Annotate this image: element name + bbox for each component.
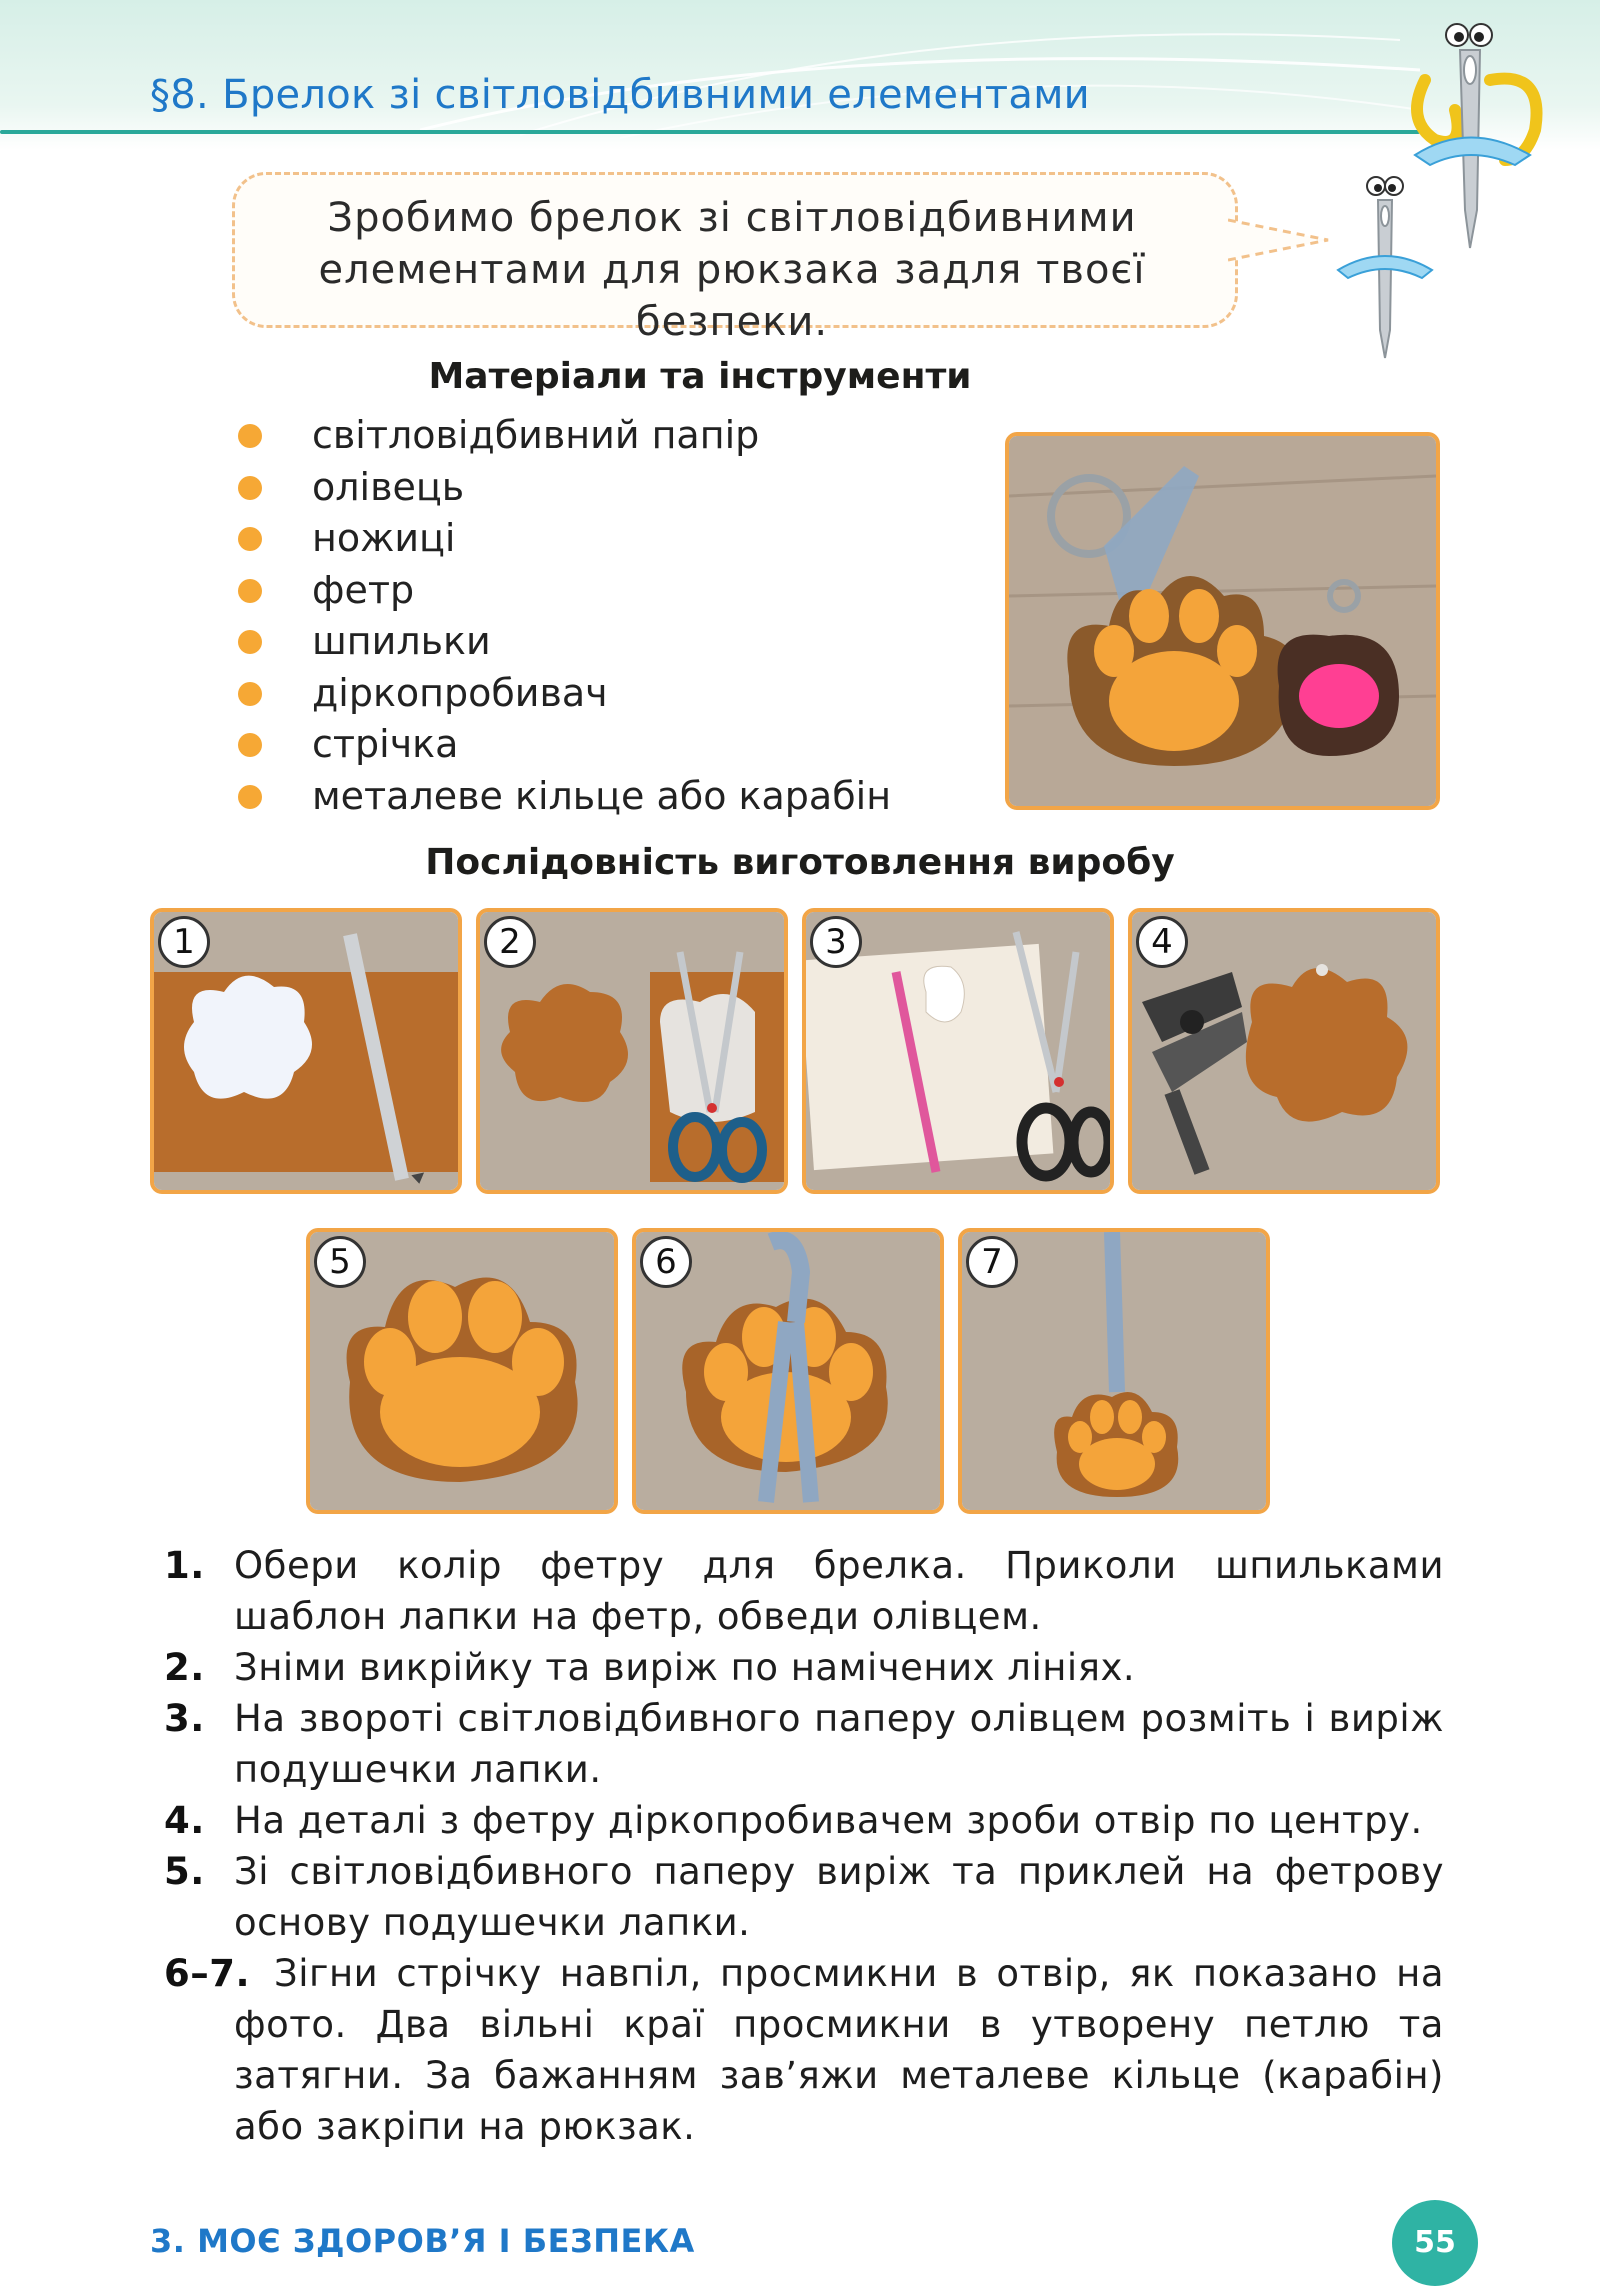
header-rule — [0, 130, 1420, 134]
list-item: світловідбивний папір — [238, 410, 891, 462]
step-badge: 5 — [314, 1236, 366, 1288]
step-badge: 6 — [640, 1236, 692, 1288]
list-item — [164, 1693, 1444, 1795]
step-photo-5 — [306, 1228, 618, 1514]
step-number: 3. — [164, 1697, 205, 1740]
step-badge: 7 — [966, 1236, 1018, 1288]
footer-chapter: 3. МОЄ ЗДОРОВ’Я І БЕЗПЕКА — [150, 2222, 695, 2260]
list-item — [164, 1948, 1444, 2152]
list-item: ножиці — [238, 513, 891, 565]
list-item: фетр — [238, 565, 891, 617]
step-photo-7 — [958, 1228, 1270, 1514]
list-item: діркопробивач — [238, 668, 891, 720]
materials-heading: Матеріали та інструменти — [428, 356, 972, 397]
bullet-icon — [238, 579, 262, 603]
step-badge: 4 — [1136, 916, 1188, 968]
bullet-icon — [238, 630, 262, 654]
intro-text — [232, 192, 1232, 348]
step-number: 1. — [164, 1544, 205, 1587]
list-item: стрічка — [238, 719, 891, 771]
materials-list — [238, 410, 891, 822]
list-item — [164, 1540, 1444, 1642]
section-title: §8. Брелок зі світловідбивними елементами — [150, 72, 1090, 118]
step-photo-6 — [632, 1228, 944, 1514]
small-needle-mascot-icon — [1330, 170, 1440, 360]
list-item — [164, 1642, 1444, 1693]
finished-keychain-photo — [1005, 432, 1440, 810]
step-text: Обери колір фетру для брелка. Приколи шпильками шаблон лапки на фетр, обведи олівцем. — [234, 1544, 1444, 1638]
instructions-list — [164, 1540, 1444, 2152]
step-text: На деталі з фетру діркопробивачем зроби отвір по центру. — [234, 1799, 1423, 1842]
step-number: 2. — [164, 1646, 205, 1689]
bullet-icon — [238, 476, 262, 500]
step-photo-3 — [802, 908, 1114, 1194]
step-photo-4 — [1128, 908, 1440, 1194]
step-text: На звороті світловідбивного паперу олівцем розміть і виріж подушечки лапки. — [234, 1697, 1444, 1791]
step-badge: 3 — [810, 916, 862, 968]
list-item: шпильки — [238, 616, 891, 668]
step-badge: 1 — [158, 916, 210, 968]
step-text: Зі світловідбивного паперу виріж та приклей на фетрову основу подушечки лапки. — [234, 1850, 1444, 1944]
step-text: Зніми викрійку та виріж по намічених лініях. — [234, 1646, 1136, 1689]
list-item — [164, 1846, 1444, 1948]
bullet-icon — [238, 682, 262, 706]
step-badge: 2 — [484, 916, 536, 968]
page-number: 55 — [1392, 2200, 1478, 2286]
step-number: 6–7. — [164, 1952, 251, 1995]
bullet-icon — [238, 527, 262, 551]
intro-line-2: елементами для рюкзака задля твоєї безпеки. — [318, 247, 1146, 345]
bullet-icon — [238, 785, 262, 809]
speech-bubble-tail — [1228, 210, 1338, 270]
step-photo-1 — [150, 908, 462, 1194]
sequence-heading: Послідовність виготовлення виробу — [425, 842, 1175, 883]
step-text: Зігни стрічку навпіл, просмикни в отвір, як показано на фото. Два вільні краї просмикни в утворену петлю та затягни. За бажанням зав’яжи металеве кільце (карабін) або закріпи на рюкзак. — [234, 1952, 1444, 2148]
list-item — [164, 1795, 1444, 1846]
list-item: олівець — [238, 462, 891, 514]
intro-line-1: Зробимо брелок зі світловідбивними — [327, 195, 1137, 241]
list-item: металеве кільце або карабін — [238, 771, 891, 823]
bullet-icon — [238, 733, 262, 757]
step-number: 4. — [164, 1799, 205, 1842]
step-number: 5. — [164, 1850, 205, 1893]
step-photo-2 — [476, 908, 788, 1194]
bullet-icon — [238, 424, 262, 448]
